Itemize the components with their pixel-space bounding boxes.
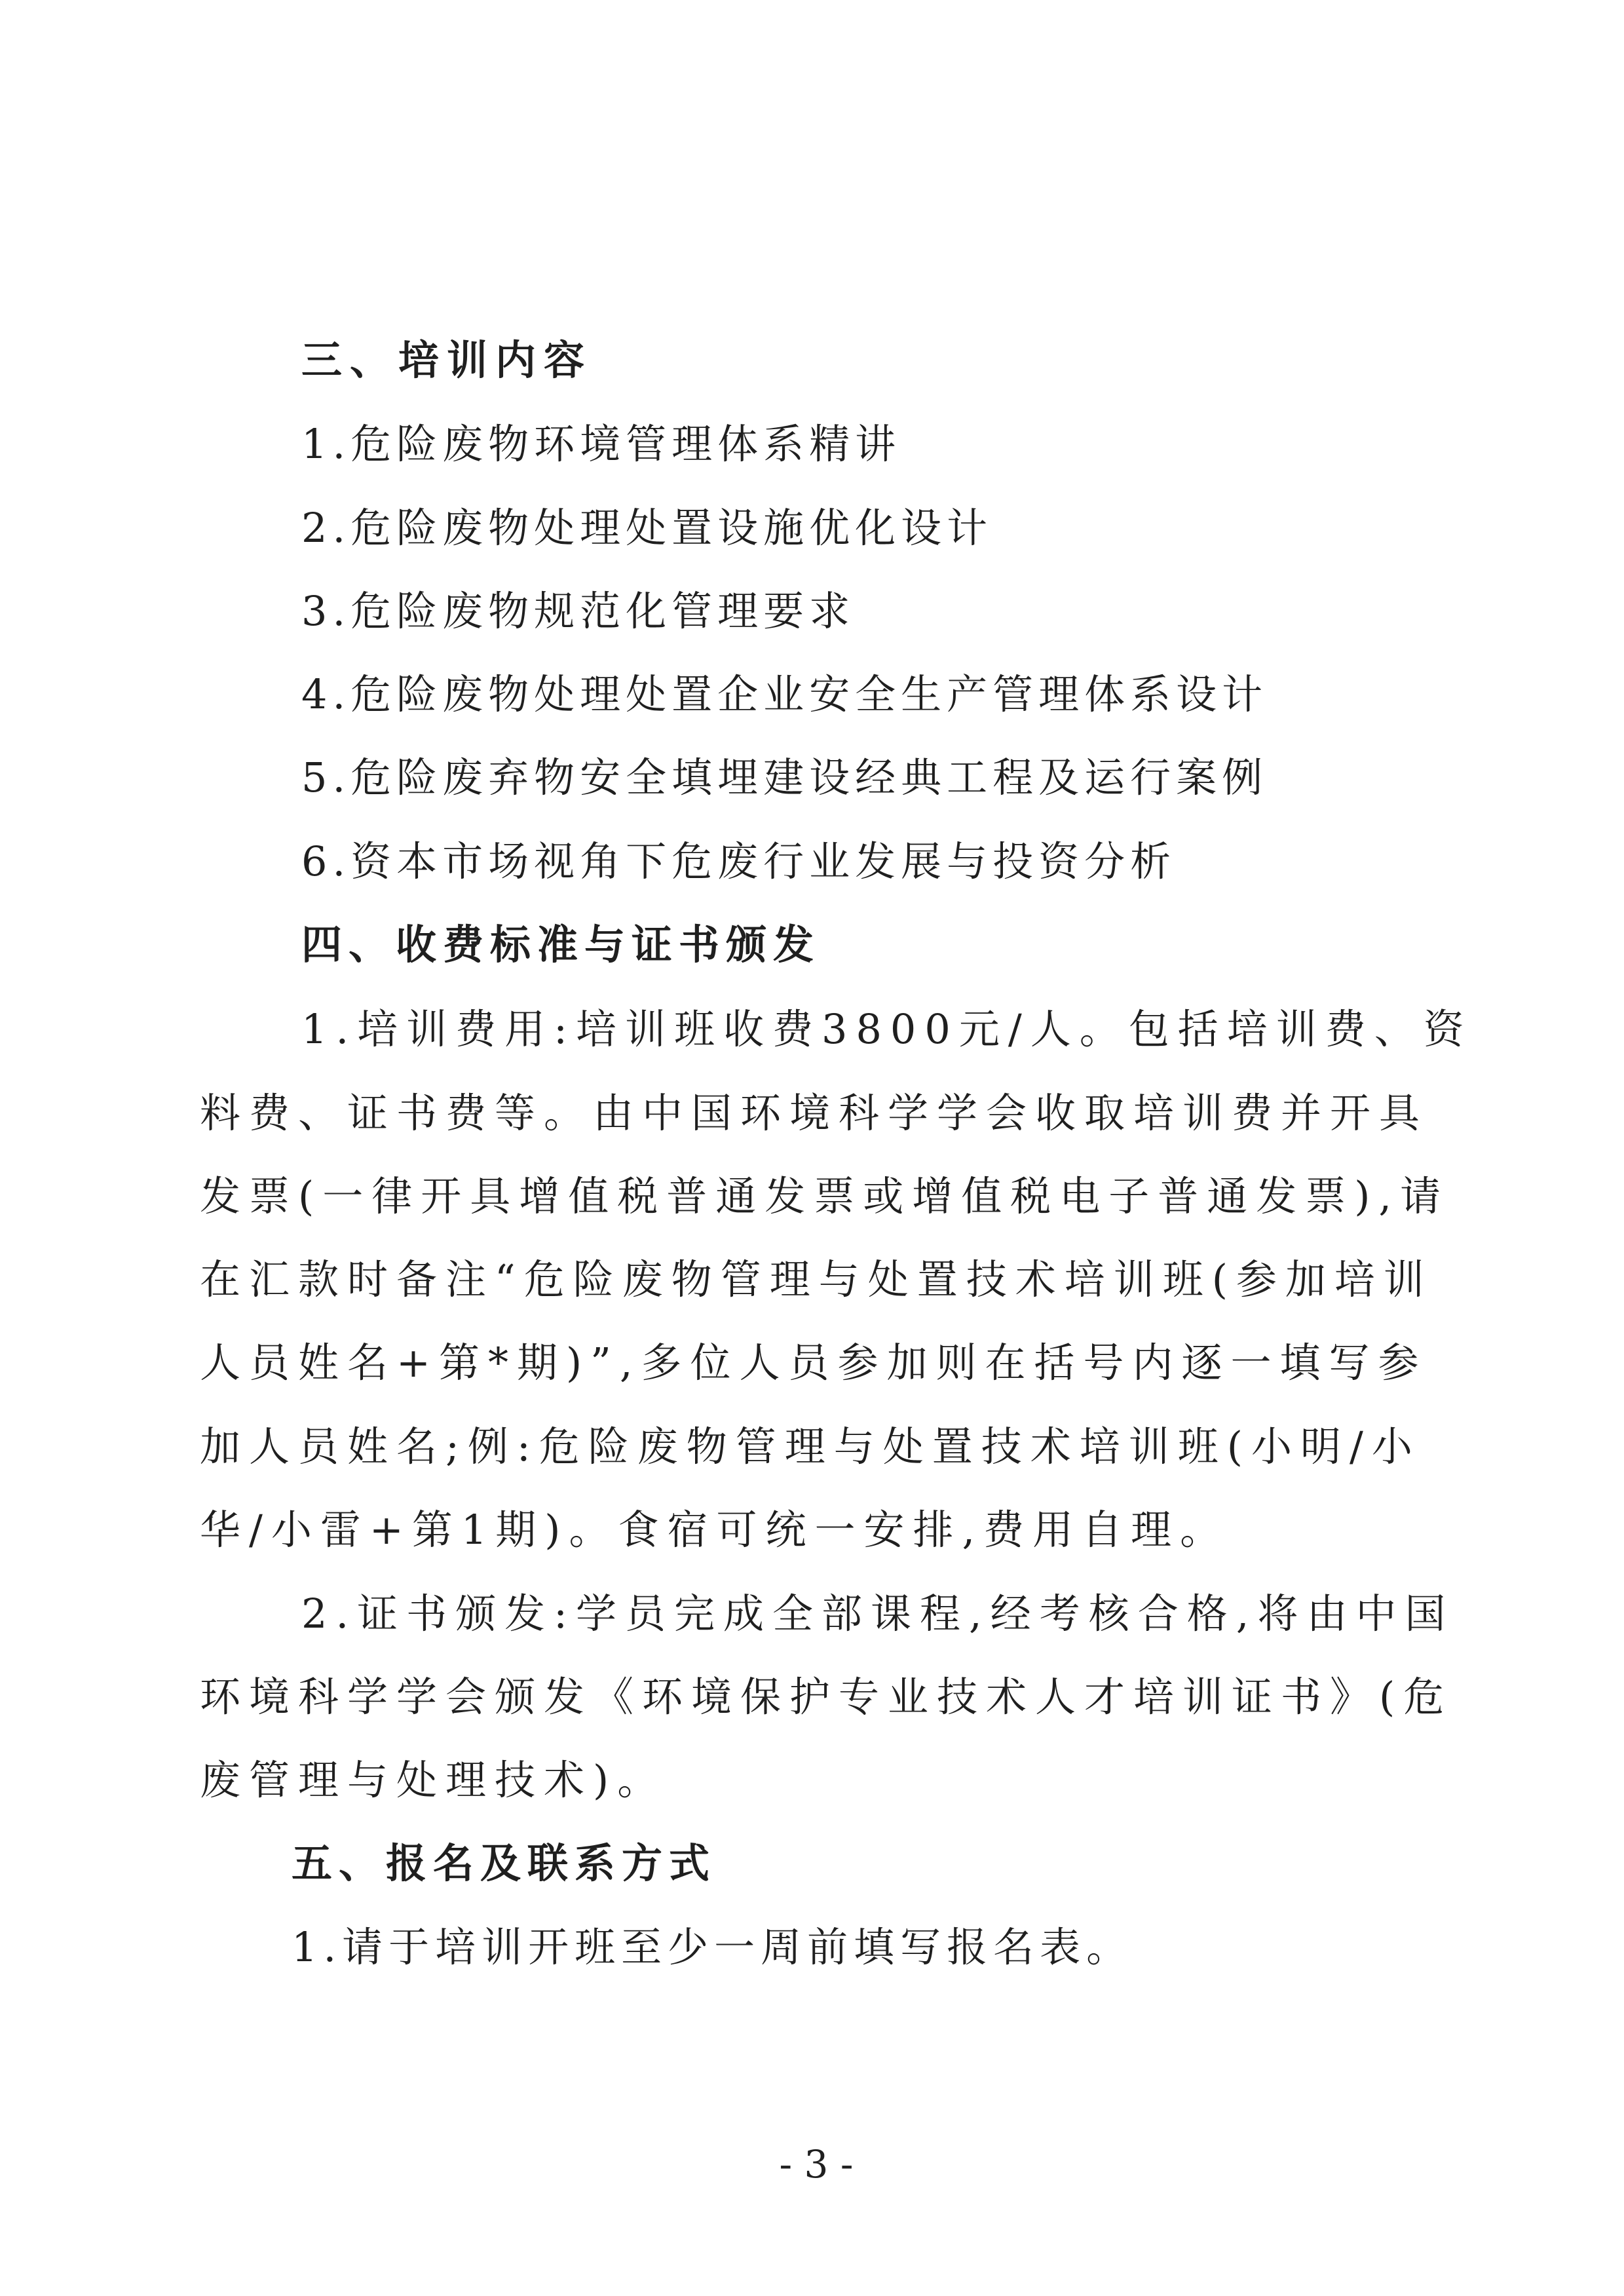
section-3-item-5: 5.危险废弃物安全填埋建设经典工程及运行案例: [301, 754, 1268, 801]
section-3-heading: 三、培训内容: [301, 336, 593, 384]
section-5-item-1: 1.请于培训开班至少一周前填写报名表。: [292, 1923, 1133, 1971]
fee-paragraph-line-1: 1.培训费用:培训班收费3800元/人。包括培训费、资: [301, 1005, 1473, 1053]
section-4-heading: 四、收费标准与证书颁发: [301, 921, 821, 968]
page-number: - 3 -: [779, 2142, 854, 2187]
fee-paragraph-line-2: 料费、证书费等。由中国环境科学学会收取培训费并开具: [200, 1089, 1429, 1137]
certificate-paragraph-line-1: 2.证书颁发:学员完成全部课程,经考核合格,将由中国: [301, 1590, 1454, 1637]
section-3-item-4: 4.危险废物处理处置企业安全生产管理体系设计: [301, 670, 1268, 718]
certificate-paragraph-line-2: 环境科学学会颁发《环境保护专业技术人才培训证书》(危: [200, 1673, 1453, 1721]
certificate-paragraph-line-3: 废管理与处理技术)。: [200, 1756, 667, 1804]
fee-paragraph-line-6: 加人员姓名;例:危险废物管理与处置技术培训班(小明/小: [200, 1423, 1421, 1470]
section-3-item-2: 2.危险废物处理处置设施优化设计: [301, 504, 993, 552]
fee-paragraph-line-7: 华/小雷+第1期)。食宿可统一安排,费用自理。: [200, 1506, 1230, 1554]
section-3-item-1: 1.危险废物环境管理体系精讲: [301, 420, 901, 468]
fee-paragraph-line-3: 发票(一律开具增值税普通发票或增值税电子普通发票),请: [200, 1172, 1450, 1220]
fee-paragraph-line-4: 在汇款时备注“危险废物管理与处置技术培训班(参加培训: [200, 1255, 1433, 1303]
section-5-heading: 五、报名及联系方式: [292, 1839, 717, 1887]
section-3-item-6: 6.资本市场视角下危废行业发展与投资分析: [301, 837, 1177, 885]
fee-paragraph-line-5: 人员姓名+第*期)”,多位人员参加则在括号内逐一填写参: [200, 1339, 1427, 1387]
section-3-item-3: 3.危险废物规范化管理要求: [301, 587, 856, 635]
